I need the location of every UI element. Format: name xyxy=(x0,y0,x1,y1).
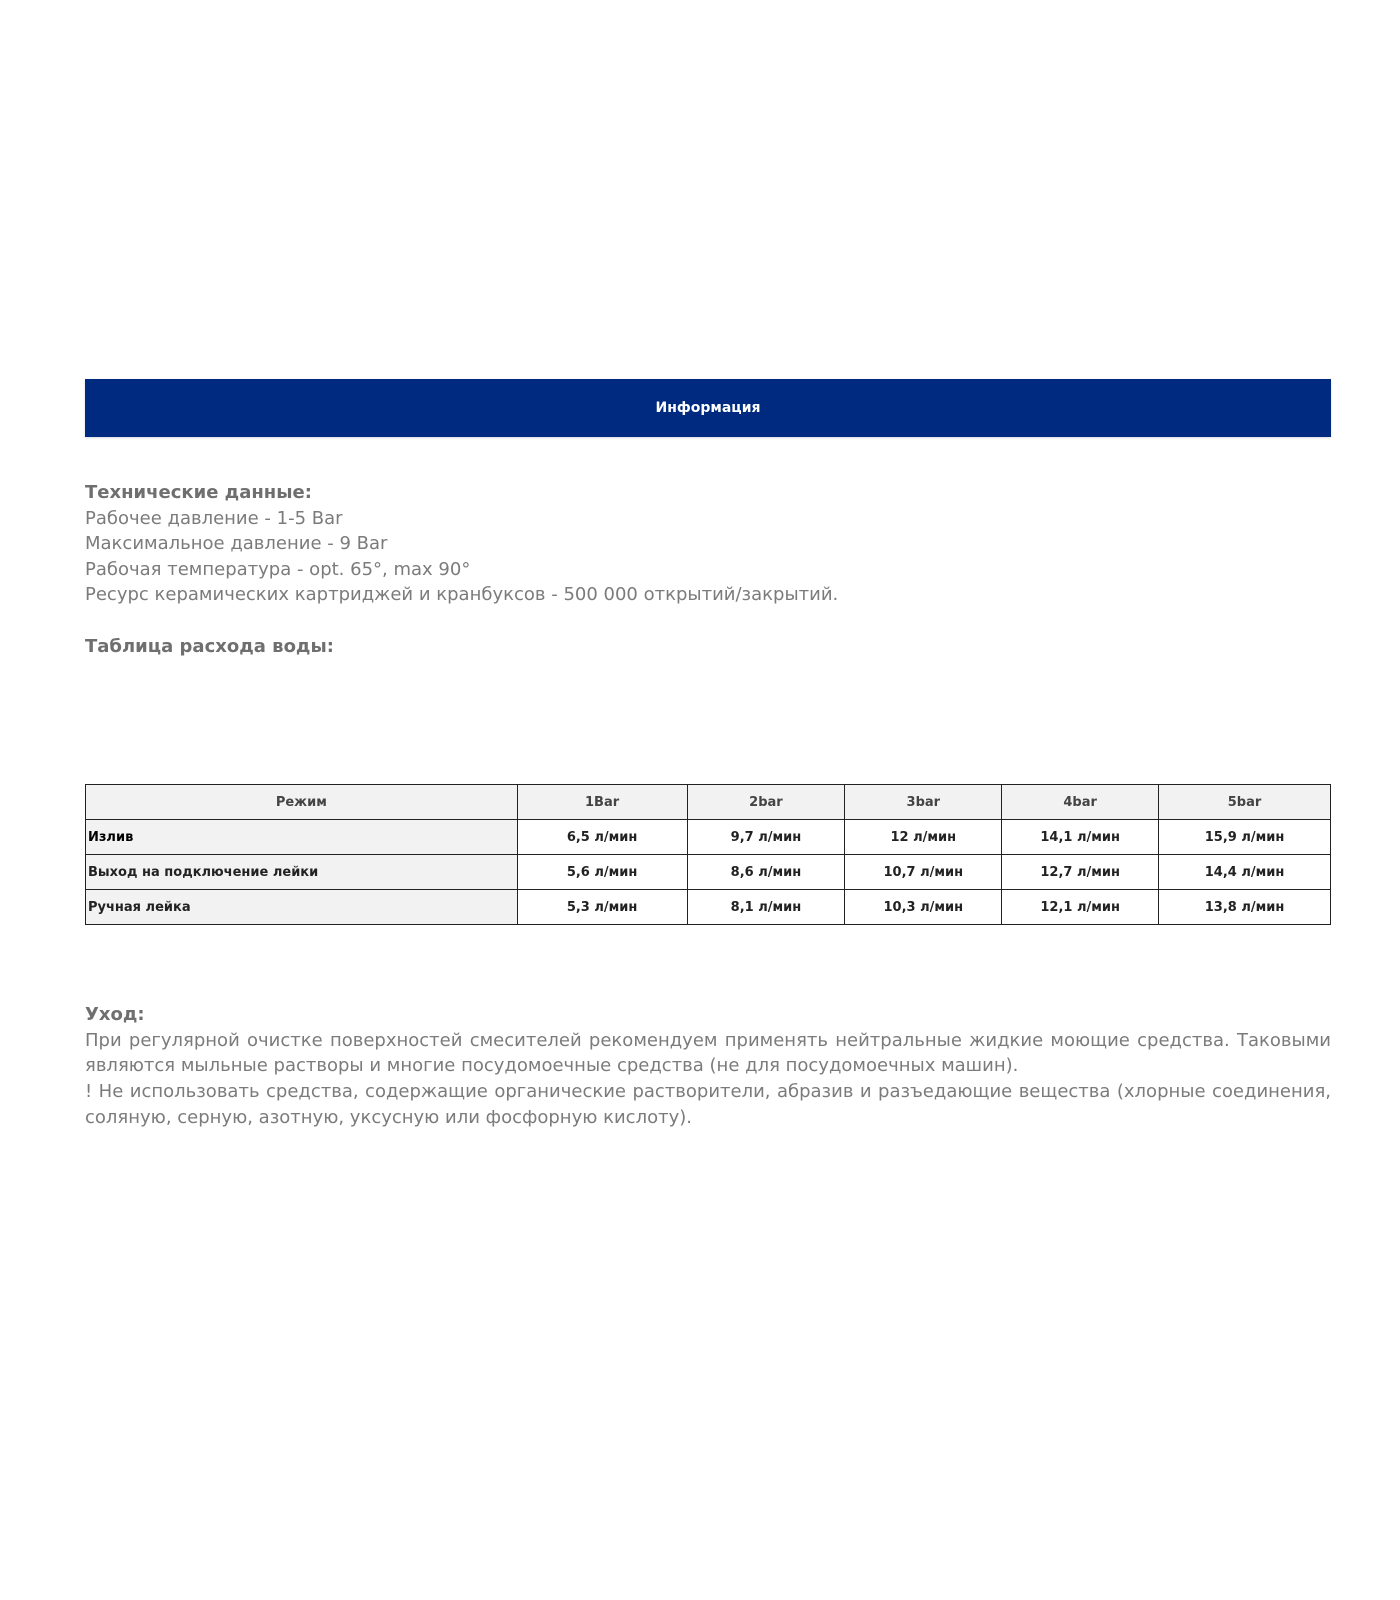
flow-value-cell: 15,9 л/мин xyxy=(1159,820,1331,855)
flow-value-cell: 8,1 л/мин xyxy=(687,890,845,925)
column-header-2bar: 2bar xyxy=(687,785,845,820)
column-header-4bar: 4bar xyxy=(1002,785,1159,820)
flow-value-cell: 8,6 л/мин xyxy=(687,855,845,890)
flow-value-cell: 9,7 л/мин xyxy=(687,820,845,855)
column-header-3bar: 3bar xyxy=(845,785,1002,820)
care-paragraph-warning: ! Не использовать средства, содержащие органические растворители, абразив и разъедающие вещества (хлорные соединения, соляную, серную, азотную, уксусную или фосфорную кислоту). xyxy=(85,1080,1331,1128)
flow-value-cell: 5,6 л/мин xyxy=(517,855,687,890)
flow-value-cell: 14,1 л/мин xyxy=(1002,820,1159,855)
row-mode-cell: Выход на подключение лейки xyxy=(86,855,518,890)
row-mode-cell: Излив xyxy=(86,820,518,855)
table-row xyxy=(86,890,1331,925)
table-header-row xyxy=(86,785,1331,820)
water-flow-table-wrap xyxy=(85,784,1331,925)
water-table-title: Таблица расхода воды: xyxy=(85,635,334,657)
water-flow-table xyxy=(85,784,1331,925)
column-header-5bar: 5bar xyxy=(1159,785,1331,820)
flow-value-cell: 5,3 л/мин xyxy=(517,890,687,925)
flow-value-cell: 13,8 л/мин xyxy=(1159,890,1331,925)
care-paragraph-recommendation: При регулярной очистке поверхностей смесителей рекомендуем применять нейтральные жидкие моющие средства. Таковыми являются мыльные растворы и многие посудомоечные средства (не для посудомоечных машин). xyxy=(85,1029,1331,1077)
table-row xyxy=(86,855,1331,890)
table-row xyxy=(86,820,1331,855)
info-header-bar xyxy=(85,379,1331,437)
care-section xyxy=(85,1002,1331,1130)
flow-value-cell: 14,4 л/мин xyxy=(1159,855,1331,890)
flow-value-cell: 12,1 л/мин xyxy=(1002,890,1159,925)
row-mode-cell: Ручная лейка xyxy=(86,890,518,925)
tech-line-working-pressure: Рабочее давление - 1-5 Bar xyxy=(85,507,343,529)
tech-data-title: Технические данные: xyxy=(85,482,312,503)
tech-line-max-pressure: Максимальное давление - 9 Bar xyxy=(85,533,388,555)
info-header-title: Информация xyxy=(655,400,761,416)
care-title: Уход: xyxy=(85,1004,145,1026)
column-header-1bar: 1Bar xyxy=(517,785,687,820)
info-page xyxy=(85,379,1331,1130)
flow-value-cell: 12,7 л/мин xyxy=(1002,855,1159,890)
tech-data-section xyxy=(85,480,1331,659)
tech-line-temperature: Рабочая температура - opt. 65°, max 90° xyxy=(85,558,471,580)
flow-value-cell: 10,3 л/мин xyxy=(845,890,1002,925)
flow-value-cell: 12 л/мин xyxy=(845,820,1002,855)
flow-value-cell: 10,7 л/мин xyxy=(845,855,1002,890)
tech-line-cartridge-resource: Ресурс керамических картриджей и кранбуксов - 500 000 открытий/закрытий. xyxy=(85,584,839,606)
column-header-mode: Режим xyxy=(86,785,518,820)
flow-value-cell: 6,5 л/мин xyxy=(517,820,687,855)
